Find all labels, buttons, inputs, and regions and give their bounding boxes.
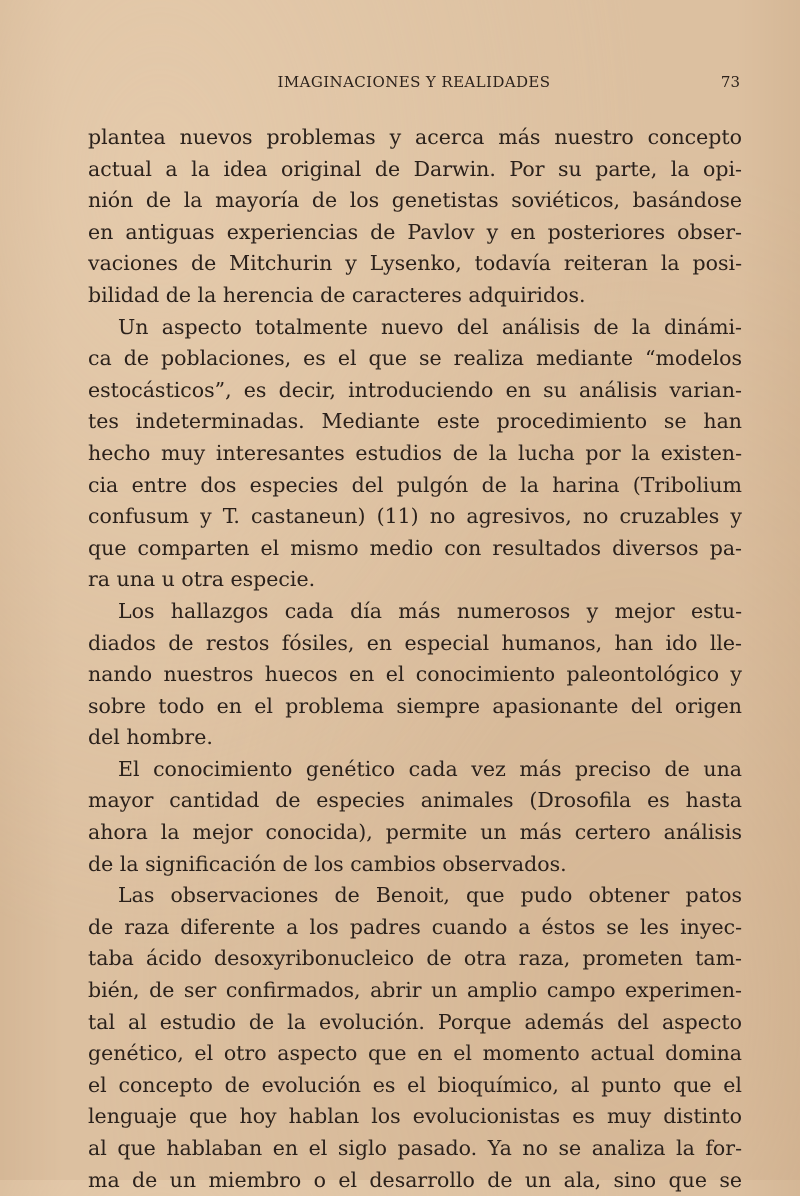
text-line: que comparten el mismo medio con resultados diversos pa- bbox=[88, 535, 742, 560]
text-line: tal al estudio de la evolución. Porque además del aspecto bbox=[88, 1009, 742, 1034]
text-line: lenguaje que hoy hablan los evolucionistas es muy distinto bbox=[88, 1104, 742, 1129]
text-line: actual a la idea original de Darwin. Por su parte, la opi- bbox=[88, 156, 742, 181]
text-line: mayor cantidad de especies animales (Drosofila es hasta bbox=[88, 788, 742, 813]
text-line: de raza diferente a los padres cuando a éstos se les inyec- bbox=[88, 914, 742, 939]
text-line: bién, de ser confirmados, abrir un amplio campo experimen- bbox=[88, 978, 742, 1003]
text-line: tes indeterminadas. Mediante este procedimiento se han bbox=[88, 409, 742, 434]
text-line: confusum y T. castaneun) (11) no agresivos, no cruzables y bbox=[88, 504, 742, 529]
text-line: al que hablaban en el siglo pasado. Ya no se analiza la for- bbox=[88, 1136, 742, 1160]
text-line: plantea nuevos problemas y acerca más nuestro concepto bbox=[88, 125, 742, 149]
text-line: Los hallazgos cada día más numerosos y mejor estu- bbox=[118, 598, 742, 623]
text-line: taba ácido desoxyribonucleico de otra raza, prometen tam- bbox=[88, 946, 742, 971]
text-line: ahora la mejor conocida), permite un más certero análisis bbox=[88, 820, 742, 845]
text-line: Un aspecto totalmente nuevo del análisis de la dinámi- bbox=[118, 314, 742, 339]
text-line: El conocimiento genético cada vez más preciso de una bbox=[118, 756, 742, 781]
text-line: vaciones de Mitchurin y Lysenko, todavía reiteran la posi- bbox=[88, 251, 742, 276]
text-line: ca de poblaciones, es el que se realiza mediante “modelos bbox=[88, 346, 742, 371]
text-line: sobre todo en el problema siempre apasionante del origen bbox=[88, 693, 742, 718]
text-line: nión de la mayoría de los genetistas soviéticos, basándose bbox=[88, 188, 742, 213]
text-line: diados de restos fósiles, en especial humanos, han ido lle- bbox=[88, 630, 742, 655]
text-line: el concepto de evolución es el bioquímico, al punto que el bbox=[88, 1072, 742, 1097]
text-line: Las observaciones de Benoit, que pudo obtener patos bbox=[118, 883, 742, 908]
body-text bbox=[88, 122, 742, 1196]
text-line: estocásticos”, es decir, introduciendo en su análisis varian- bbox=[88, 377, 742, 402]
text-line: de la significación de los cambios observados. bbox=[88, 851, 567, 876]
text-line: cia entre dos especies del pulgón de la harina (Tribolium bbox=[88, 472, 742, 497]
running-head bbox=[88, 70, 740, 94]
text-line: hecho muy interesantes estudios de la lucha por la existen- bbox=[88, 440, 742, 465]
page-number: 73 bbox=[720, 73, 740, 91]
text-line: del hombre. bbox=[88, 725, 213, 750]
text-line: ma de un miembro o el desarrollo de un ala, sino que se bbox=[88, 1167, 742, 1192]
running-title: IMAGINACIONES Y REALIDADES bbox=[277, 73, 551, 91]
text-line: en antiguas experiencias de Pavlov y en posteriores obser- bbox=[88, 219, 742, 244]
text-line: nando nuestros huecos en el conocimiento paleontológico y bbox=[88, 662, 742, 687]
text-line: ra una u otra especie. bbox=[88, 567, 316, 592]
text-line: genético, el otro aspecto que en el momento actual domina bbox=[88, 1041, 742, 1066]
text-line: bilidad de la herencia de caracteres adquiridos. bbox=[88, 282, 586, 307]
